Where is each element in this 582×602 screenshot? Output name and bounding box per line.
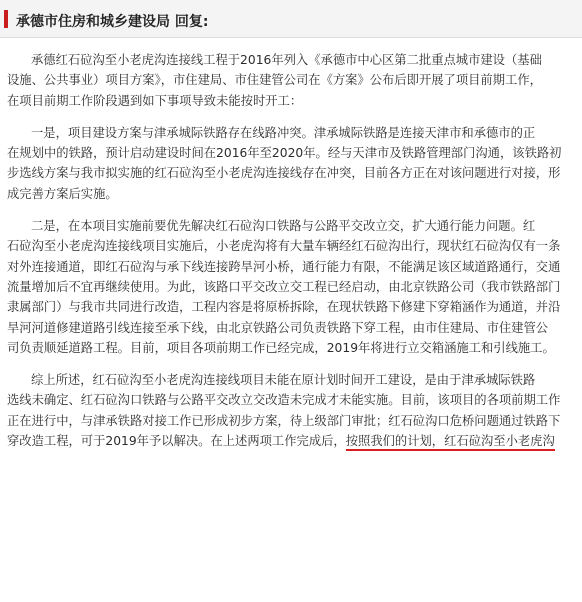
text-line xyxy=(0,431,582,451)
text-line: 流量增加后不宜再继续使用。为此，该路口平交改立交工程已经启动，由北京铁路公司（我市铁路部门 xyxy=(7,279,561,294)
text-line: 综上所述，红石砬沟至小老虎沟连接线项目未能在原计划时间开工建设，是由于津承城际铁路 xyxy=(31,373,536,388)
text-line: 旱河河道修建道路引线连接至承下线，由北京铁路公司负责铁路下穿工程，由市住建局、市住建管公 xyxy=(7,320,549,335)
text-line: 司负责顺延道路工程。目前，项目各项前期工作已经完成，2019年将进行立交箱涵施工和引线施工。 xyxy=(7,340,555,355)
text-line: 石砬沟至小老虎沟连接线项目实施后，小老虎沟将有大量车辆经红石砬沟出行，现状红石砬沟仅有一条 xyxy=(7,239,561,254)
text-line: 二是，在本项目实施前要优先解决红石砬沟口铁路与公路平交改立交，扩大通行能力问题。红 xyxy=(31,219,536,234)
paragraph-reason-two xyxy=(0,216,582,358)
text-line: 在规划中的铁路，预计启动建设时间在2016年至2020年。经与天津市及铁路管理部门沟通，该铁路初 xyxy=(7,146,562,161)
page-title: 承德市住房和城乡建设局 回复: xyxy=(16,14,209,30)
text-line: 承德红石砬沟至小老虎沟连接线工程于2016年列入《承德市中心区第二批重点城市建设（基础 xyxy=(31,53,542,67)
text-line: 设施、公共事业）项目方案》，市住建局、市住建管公司在《方案》公布后即开展了项目前期工作， xyxy=(7,73,542,88)
reply-header xyxy=(0,0,582,38)
text-line: 隶属部门）与我市共同进行改造，工程内容是将原桥拆除，在现状铁路下修建下穿箱涵作为通道，并沿 xyxy=(7,300,561,315)
text-line: 在项目前期工作阶段遇到如下事项导致未能按时开工： xyxy=(7,93,303,108)
text-line: 步选线方案与我市拟实施的红石砬沟至小老虎沟连接线存在冲突，目前各方正在对该问题进行对接，形 xyxy=(7,166,561,181)
text-line: 成完善方案后实施。 xyxy=(7,186,118,201)
paragraph-summary xyxy=(0,370,582,451)
paragraph-reason-one xyxy=(0,123,582,204)
text-line: 选线未确定、红石砬沟口铁路与公路平交改立交改造未完成才未能实施。目前，该项目的各项前期工作 xyxy=(7,393,561,408)
text-line: 对外连接通道，即红石砬沟与承下线连接跨旱河小桥，通行能力有限，不能满足该区域道路通行，交通 xyxy=(7,259,561,274)
paragraph-intro xyxy=(0,50,582,111)
header-accent-bar xyxy=(4,10,8,28)
text-line: 一是，项目建设方案与津承城际铁路存在线路冲突。津承城际铁路是连接天津市和承德市的正 xyxy=(31,125,536,140)
text-line: 正在进行中，与津承铁路对接工作已形成初步方案，待上级部门审批；红石砬沟口危桥问题通过铁路下 xyxy=(7,413,561,428)
reply-body xyxy=(0,50,582,451)
highlighted-plan-text: 按照我们的计划，红石砬沟至小老虎沟 xyxy=(346,434,555,451)
text-line-start: 穿改造工程，可于2019年予以解决。在上述两项工作完成后， xyxy=(7,434,346,449)
